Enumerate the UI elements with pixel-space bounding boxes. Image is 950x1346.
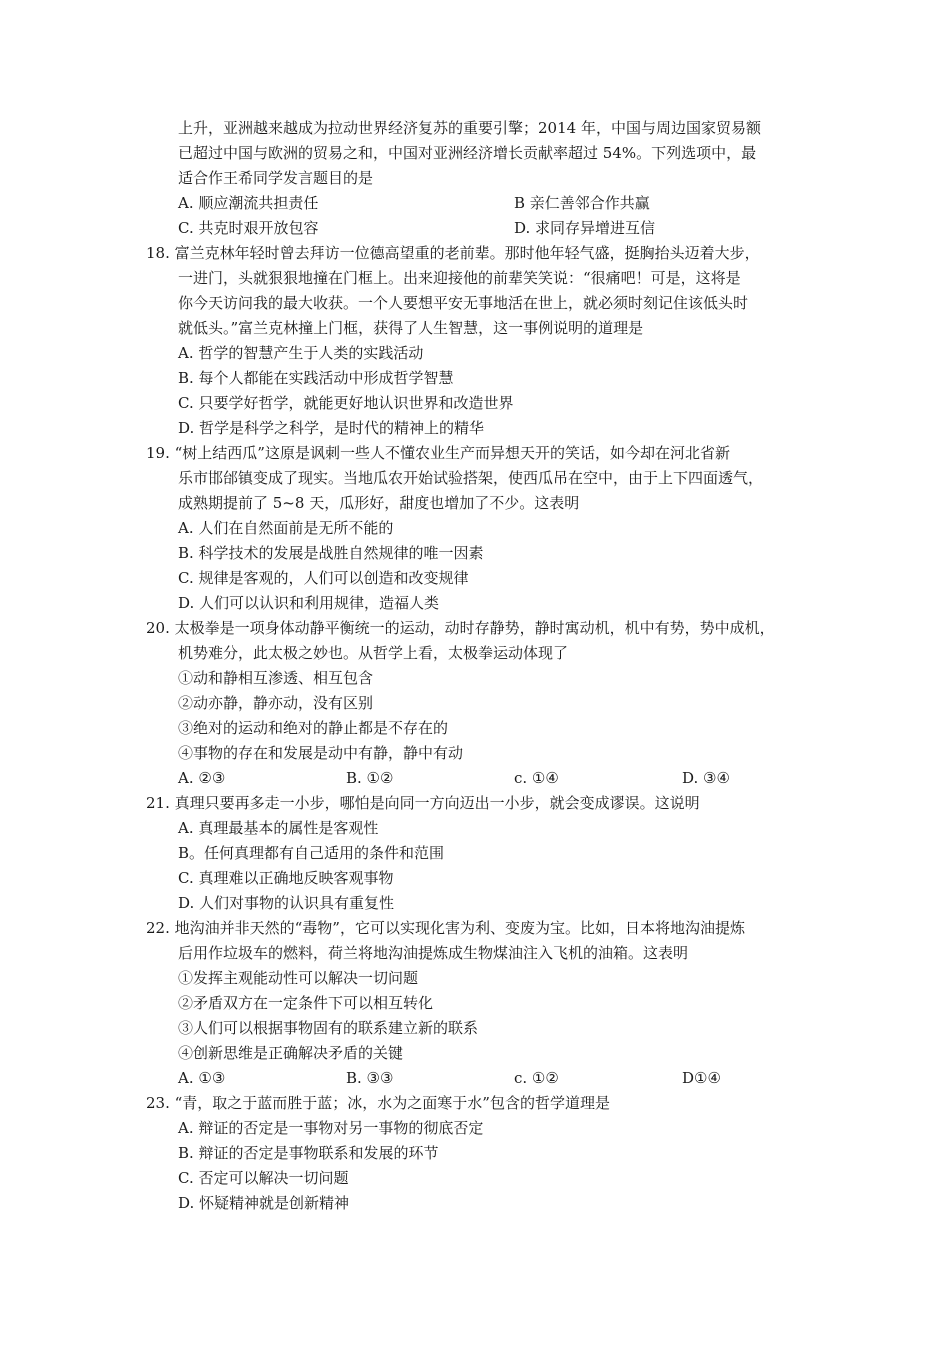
q23-stem-line: 23. “青，取之于蓝而胜于蓝；冰，水为之面寒于水”包含的哲学道理是 xyxy=(146,1094,610,1112)
q17-option-a: A. 顺应潮流共担责任 xyxy=(178,194,319,212)
q22-option-a: A. ①③ xyxy=(178,1069,226,1087)
q19-option: C. 规律是客观的，人们可以创造和改变规律 xyxy=(178,569,469,587)
q19-option: B. 科学技术的发展是战胜自然规律的唯一因素 xyxy=(178,544,484,562)
q21-option: D. 人们对事物的认识具有重复性 xyxy=(178,894,395,912)
q22-statement: ①发挥主观能动性可以解决一切问题 xyxy=(178,969,419,987)
q18-stem-line: 18. 富兰克林年轻时曾去拜访一位德高望重的老前辈。那时他年轻气盛，挺胸抬头迈着大步， xyxy=(146,244,760,262)
q19-stem-line: 成熟期提前了 5~8 天，瓜形好，甜度也增加了不少。这表明 xyxy=(178,494,580,512)
q18-option: C. 只要学好哲学，就能更好地认识世界和改造世界 xyxy=(178,394,514,412)
q23-option: D. 怀疑精神就是创新精神 xyxy=(178,1194,350,1212)
q23-option: B. 辩证的否定是事物联系和发展的环节 xyxy=(178,1144,439,1162)
q20-option-c: c. ①④ xyxy=(514,769,559,787)
q20-stem-line: 机势难分，此太极之妙也。从哲学上看，太极拳运动体现了 xyxy=(178,644,569,662)
q18-option: D. 哲学是科学之科学，是时代的精神上的精华 xyxy=(178,419,485,437)
q19-stem-line: 19. “树上结西瓜”这原是讽刺一些人不懂农业生产而异想天开的笑话，如今却在河北省新 xyxy=(146,444,730,462)
q18-option: A. 哲学的智慧产生于人类的实践活动 xyxy=(178,344,424,362)
q20-option-d: D. ③④ xyxy=(682,769,730,787)
q20-option-b: B. ①② xyxy=(346,769,394,787)
q17-stem-line: 上升，亚洲越来越成为拉动世界经济复苏的重要引擎；2014 年，中国与周边国家贸易额 xyxy=(178,119,761,137)
q20-statement: ④事物的存在和发展是动中有静，静中有动 xyxy=(178,744,464,762)
q21-option: B。任何真理都有自己适用的条件和范围 xyxy=(178,844,445,862)
q22-stem-line: 后用作垃圾车的燃料，荷兰将地沟油提炼成生物煤油注入飞机的油箱。这表明 xyxy=(178,944,689,962)
q18-option: B. 每个人都能在实践活动中形成哲学智慧 xyxy=(178,369,454,387)
q19-stem-line: 乐市邯邰镇变成了现实。当地瓜农开始试验搭架，使西瓜吊在空中，由于上下四面透气， xyxy=(178,469,764,487)
q21-stem-line: 21. 真理只要再多走一小步，哪怕是向同一方向迈出一小步，就会变成谬误。这说明 xyxy=(146,794,700,812)
q20-statement: ①动和静相互渗透、相互包含 xyxy=(178,669,374,687)
q18-stem-line: 一进门，头就狠狠地撞在门框上。出来迎接他的前辈笑笑说：“很痛吧！可是，这将是 xyxy=(178,269,741,287)
q17-stem-line: 已超过中国与欧洲的贸易之和，中国对亚洲经济增长贡献率超过 54%。下列选项中，最 xyxy=(178,144,757,162)
q20-statement: ②动亦静，静亦动，没有区别 xyxy=(178,694,374,712)
q21-option: C. 真理难以正确地反映客观事物 xyxy=(178,869,394,887)
q17-option-d: D. 求同存异增进互信 xyxy=(514,219,656,237)
q22-option-d: D①④ xyxy=(682,1069,721,1087)
q19-option: D. 人们可以认识和利用规律，造福人类 xyxy=(178,594,440,612)
q22-option-c: c. ①② xyxy=(514,1069,559,1087)
q20-stem-line: 20. 太极拳是一项身体动静平衡统一的运动，动时存静势，静时寓动机，机中有势，势中成机， xyxy=(146,619,775,637)
q17-option-c: C. 共克时艰开放包容 xyxy=(178,219,319,237)
q23-option: A. 辩证的否定是一事物对另一事物的彻底否定 xyxy=(178,1119,484,1137)
q20-option-a: A. ②③ xyxy=(178,769,226,787)
q22-option-b: B. ③③ xyxy=(346,1069,394,1087)
q21-option: A. 真理最基本的属性是客观性 xyxy=(178,819,379,837)
q22-statement: ③人们可以根据事物固有的联系建立新的联系 xyxy=(178,1019,479,1037)
q22-stem-line: 22. 地沟油并非天然的“毒物”，它可以实现化害为利、变废为宝。比如，日本将地沟油提炼 xyxy=(146,919,745,937)
q23-option: C. 否定可以解决一切问题 xyxy=(178,1169,349,1187)
q19-option: A. 人们在自然面前是无所不能的 xyxy=(178,519,394,537)
q20-statement: ③绝对的运动和绝对的静止都是不存在的 xyxy=(178,719,449,737)
q22-statement: ②矛盾双方在一定条件下可以相互转化 xyxy=(178,994,434,1012)
q17-stem-line: 适合作王希同学发言题目的是 xyxy=(178,169,374,187)
q22-statement: ④创新思维是正确解决矛盾的关键 xyxy=(178,1044,404,1062)
q18-stem-line: 你今天访问我的最大收获。一个人要想平安无事地活在世上，就必须时刻记住该低头时 xyxy=(178,294,749,312)
q17-option-b: B 亲仁善邻合作共赢 xyxy=(514,194,650,212)
q18-stem-line: 就低头。”富兰克林撞上门框，获得了人生智慧，这一事例说明的道理是 xyxy=(178,319,644,337)
